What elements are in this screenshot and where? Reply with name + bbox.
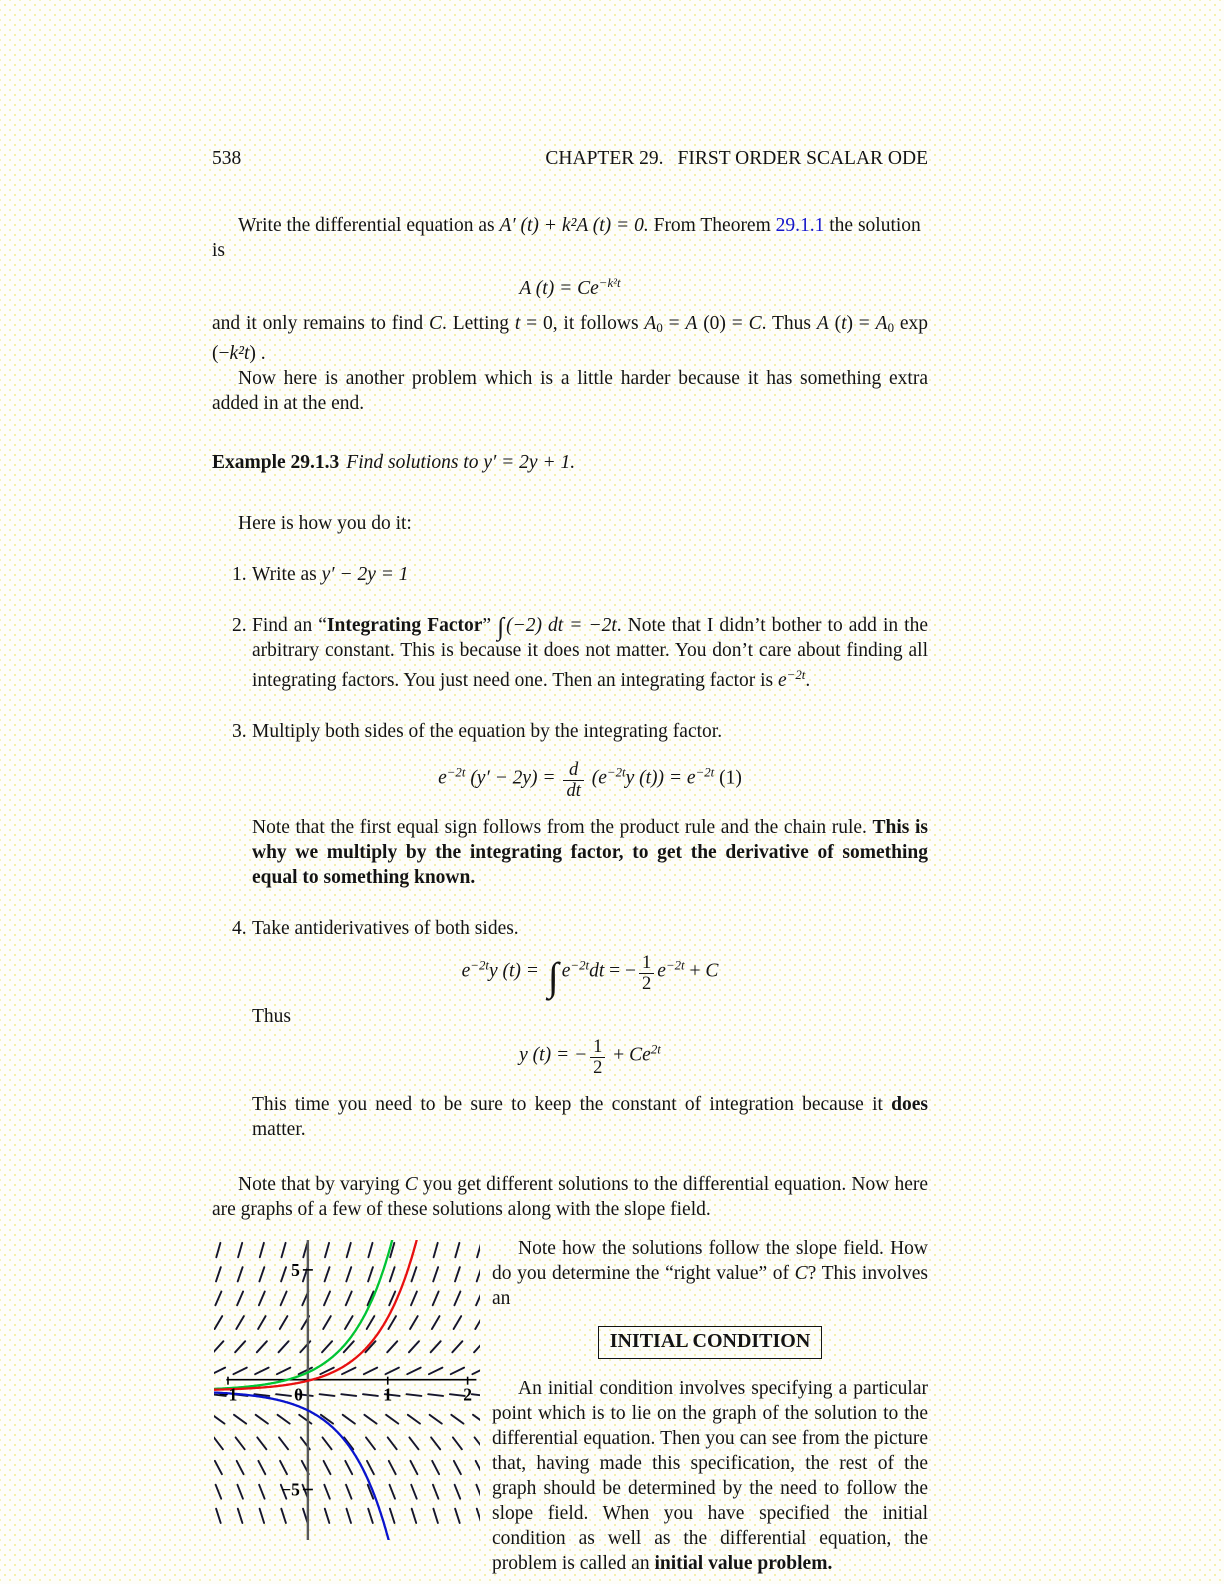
- slope-segment: [431, 1438, 440, 1450]
- text-segment: +: [608, 1044, 630, 1066]
- text-segment: −2t: [606, 765, 626, 780]
- fraction: [639, 953, 654, 994]
- slope-segment: [409, 1438, 418, 1450]
- text-segment: does: [891, 1094, 928, 1116]
- text-segment: Ce: [629, 1044, 651, 1066]
- slope-segment: [346, 1485, 352, 1499]
- slope-segment: [257, 1438, 266, 1450]
- text-segment: −2t: [786, 668, 806, 683]
- fraction-denominator: 2: [590, 1057, 605, 1078]
- slope-segment: [280, 1461, 287, 1474]
- text-segment: y′ − 2y = 1: [321, 564, 409, 586]
- slope-segment: [347, 1243, 351, 1257]
- slope-segment: [215, 1292, 221, 1306]
- text-segment: ? This involves an: [492, 1263, 928, 1310]
- slope-segment: [477, 1243, 480, 1257]
- slope-segment: [216, 1268, 221, 1282]
- list-item-body: [252, 916, 928, 941]
- text-segment: = −: [604, 960, 637, 982]
- text-segment: Note that by varying: [238, 1174, 405, 1196]
- ordered-list-item-4: [212, 916, 928, 1142]
- slope-segment: [237, 1461, 244, 1474]
- slope-segment: [472, 1395, 480, 1397]
- slope-segment: [233, 1368, 246, 1375]
- text-segment: This time you need to be sure to keep the constant of integration because it: [252, 1094, 892, 1116]
- slope-segment: [368, 1243, 372, 1257]
- slope-segment: [476, 1292, 480, 1306]
- slope-segment: [277, 1368, 290, 1375]
- list-number: 4.: [232, 918, 247, 940]
- slope-segment: [451, 1368, 464, 1375]
- slope-segment: [432, 1461, 439, 1474]
- initial-condition-box-wrap: [492, 1326, 928, 1359]
- text-segment: . Thus: [761, 313, 817, 335]
- text-segment: C: [705, 960, 719, 982]
- text-segment: e: [657, 960, 666, 982]
- paragraph-note-solutions: [492, 1236, 928, 1311]
- text-segment: .: [805, 670, 811, 692]
- slope-segment: [429, 1368, 443, 1375]
- slope-segment: [215, 1461, 222, 1474]
- text-segment: A′ (t) + k²A (t) = 0.: [499, 215, 649, 236]
- text-segment: ”: [482, 615, 498, 637]
- slope-segment: [238, 1509, 243, 1523]
- text-segment: −2t: [570, 958, 590, 973]
- text-segment: A: [875, 313, 888, 335]
- slope-segment: [454, 1461, 461, 1474]
- figure-row: [212, 1236, 928, 1576]
- slope-segment: [410, 1316, 418, 1329]
- list-number: 2.: [232, 615, 247, 637]
- fraction-denominator: 2: [639, 973, 654, 994]
- text-segment: t: [841, 313, 847, 335]
- figure-side-text: [492, 1236, 928, 1576]
- x-tick-label: −1: [218, 1385, 238, 1406]
- text-segment: t: [514, 313, 521, 335]
- text-segment: k²t: [229, 343, 250, 365]
- text-segment: Integrating Factor: [326, 615, 483, 637]
- slope-segment: [257, 1342, 267, 1353]
- text-segment: Here is how you do it:: [238, 513, 412, 535]
- slope-segment: [411, 1461, 418, 1474]
- slope-segment: [455, 1243, 459, 1257]
- list-item-note: [252, 815, 928, 890]
- slope-segment: [236, 1438, 245, 1450]
- slope-segment: [434, 1243, 438, 1257]
- slope-segment: [364, 1415, 376, 1424]
- fraction: [563, 760, 583, 801]
- slope-segment: [341, 1395, 356, 1397]
- slope-segment: [368, 1509, 373, 1523]
- slope-segment: [477, 1509, 480, 1523]
- slope-segment: [255, 1368, 269, 1375]
- text-segment: An initial condition involves specifying a particular point which is to lie on the graph of the solution to the differential equation. Then you can see from the picture that, having made this specification, the rest of the graph should be determined by the need to follow the slope field. When you have specified the initial condition as well as the differential equation, the problem is called an: [492, 1378, 928, 1575]
- list-item-note: [252, 1092, 928, 1142]
- slope-segment: [259, 1485, 265, 1499]
- text-segment: dt: [589, 960, 605, 982]
- text-segment: e: [598, 767, 607, 789]
- slope-segment: [475, 1316, 480, 1329]
- slope-segment: [433, 1268, 438, 1282]
- slope-segment: [454, 1292, 460, 1306]
- slope-segment: [235, 1342, 245, 1353]
- slope-segment: [411, 1485, 417, 1499]
- slope-segment: [214, 1415, 225, 1424]
- paragraph-initial-condition: [492, 1376, 928, 1576]
- slope-segment: [259, 1268, 264, 1282]
- slope-segment: [325, 1268, 330, 1282]
- slope-segment: [388, 1316, 396, 1329]
- slope-segment: [325, 1243, 329, 1257]
- ordered-list-item-1: [212, 562, 928, 587]
- slope-segment: [476, 1485, 480, 1499]
- slope-segment: [389, 1461, 396, 1474]
- slope-segment: [472, 1368, 480, 1375]
- slope-segment: [237, 1485, 243, 1499]
- text-segment: ) =: [846, 313, 876, 335]
- fraction: [590, 1037, 605, 1078]
- text-segment: Find an “: [252, 615, 327, 637]
- text-segment: is: [212, 240, 226, 261]
- fraction-numerator: d: [569, 759, 579, 781]
- text-segment: Write the differential equation as: [238, 215, 500, 236]
- slope-segment: [324, 1485, 330, 1499]
- text-segment: −2t: [695, 765, 715, 780]
- text-segment: e: [461, 960, 471, 982]
- text-segment: Write as: [252, 564, 322, 586]
- paragraph-find-C: [212, 311, 928, 366]
- list-number: 1.: [232, 564, 247, 586]
- slope-segment: [260, 1509, 265, 1523]
- text-segment: y (t) =: [488, 960, 544, 982]
- display-equation-general-solution: [252, 1037, 928, 1078]
- slope-segment: [238, 1243, 242, 1257]
- text-segment: A: [685, 313, 698, 335]
- slope-segment: [322, 1342, 332, 1353]
- text-segment: e: [778, 670, 787, 692]
- slope-segment: [216, 1485, 222, 1499]
- slope-segment: [411, 1292, 417, 1306]
- fraction-numerator: 1: [642, 952, 652, 974]
- list-item-body: [252, 719, 928, 744]
- slope-segment: [215, 1316, 223, 1329]
- slope-segment: [367, 1316, 375, 1329]
- slope-segment: [234, 1415, 246, 1424]
- slope-segment: [390, 1268, 395, 1282]
- slope-segment: [256, 1415, 268, 1424]
- slope-segment: [258, 1316, 266, 1329]
- slope-segment: [325, 1509, 330, 1523]
- ordered-list-item-3: [212, 719, 928, 890]
- initial-condition-box: INITIAL CONDITION: [598, 1326, 823, 1359]
- slope-segment: [433, 1485, 439, 1499]
- paragraph-intro-cont: [212, 238, 928, 263]
- chapter-title: FIRST ORDER SCALAR ODE: [677, 148, 928, 169]
- text-segment: Note how the solutions follow the slope field. How do you determine the “right value” of: [492, 1238, 928, 1285]
- integral-sign: ∫: [497, 613, 505, 642]
- slope-segment: [428, 1395, 443, 1397]
- slope-segment: [342, 1368, 356, 1375]
- slope-segment: [363, 1395, 378, 1397]
- text-segment: ) =: [657, 767, 687, 789]
- integral-sign: ∫: [547, 953, 559, 999]
- slope-segment: [345, 1316, 353, 1329]
- slope-segment: [346, 1292, 352, 1306]
- text-segment: (0) =: [697, 313, 749, 335]
- text-segment: −2t: [665, 958, 685, 973]
- text-segment: A: [816, 313, 829, 335]
- paragraph-intro: [212, 213, 928, 238]
- text-segment: −2t: [470, 958, 489, 973]
- text-segment: C: [748, 313, 762, 335]
- display-equation-antiderivative: [252, 952, 928, 999]
- text-segment: (: [828, 313, 842, 335]
- text-segment: y (t): [625, 767, 658, 789]
- slope-segment: [214, 1368, 225, 1375]
- paragraph-varying-C: [212, 1172, 928, 1222]
- x-tick-label: 1: [383, 1385, 393, 1406]
- slope-segment: [236, 1316, 244, 1329]
- slope-segment: [320, 1395, 335, 1397]
- text-segment: y (t) = −: [519, 1044, 588, 1066]
- slope-segment: [368, 1268, 373, 1282]
- page-number: 538: [212, 148, 242, 169]
- slope-segment: [412, 1509, 417, 1523]
- slope-segment: [455, 1268, 460, 1282]
- slope-segment: [346, 1268, 351, 1282]
- display-equation-integrating-factor: [252, 760, 928, 801]
- slope-segment: [455, 1509, 460, 1523]
- slope-segment: [430, 1415, 442, 1424]
- slope-segment: [388, 1438, 397, 1450]
- text-segment: +: [684, 960, 706, 982]
- text-segment: C: [404, 1174, 418, 1196]
- y-tick-label: 5: [291, 1260, 300, 1281]
- slope-segment: [407, 1395, 422, 1397]
- text-segment: Thus: [252, 1006, 291, 1028]
- fraction-denominator: dt: [563, 780, 583, 801]
- x-tick-label: 0: [294, 1385, 303, 1406]
- slope-segment: [477, 1268, 480, 1282]
- slope-segment: [474, 1342, 480, 1353]
- slope-segment: [278, 1415, 290, 1424]
- slope-segment: [260, 1243, 264, 1257]
- slope-segment: [367, 1461, 374, 1474]
- text-segment: (−2) dt = −2t: [506, 615, 617, 637]
- text-segment: . Letting: [441, 313, 515, 335]
- slope-segment: [386, 1415, 398, 1424]
- text-segment: (: [586, 767, 599, 789]
- text-segment: =: [662, 313, 686, 335]
- text-segment: C: [428, 313, 442, 335]
- slope-segment: [324, 1461, 331, 1474]
- display-equation-solution-A: [212, 271, 928, 301]
- slope-segment: [279, 1438, 288, 1450]
- text-segment: Multiply both sides of the equation by the integrating factor.: [252, 721, 723, 743]
- slope-segment: [366, 1438, 375, 1450]
- slope-segment: [237, 1292, 243, 1306]
- text-segment: A: [644, 313, 657, 335]
- text-segment: Now here is another problem which is a little harder because it has something extra added in at the end.: [212, 368, 928, 415]
- slope-segment: [387, 1342, 397, 1353]
- slope-segment: [343, 1415, 355, 1424]
- slope-segment: [280, 1316, 288, 1329]
- slope-segment: [433, 1509, 438, 1523]
- text-segment: 2t: [650, 1042, 661, 1057]
- slope-segment: [323, 1438, 332, 1450]
- slope-segment: [216, 1509, 221, 1523]
- slope-segment: [214, 1342, 223, 1353]
- slope-segment: [433, 1292, 439, 1306]
- slope-segment: [454, 1316, 462, 1329]
- slope-segment: [299, 1415, 311, 1424]
- list-item-body: [252, 562, 928, 587]
- chapter-label: CHAPTER 29.: [545, 148, 664, 169]
- text-segment: initial value problem.: [654, 1553, 833, 1575]
- text-segment: (1): [714, 767, 742, 789]
- slope-segment: [407, 1368, 421, 1375]
- slope-segment: [431, 1342, 441, 1353]
- fraction-numerator: 1: [593, 1036, 603, 1058]
- slope-segment: [451, 1415, 463, 1424]
- slope-field-plot: [214, 1240, 480, 1540]
- slope-segment: [390, 1485, 396, 1499]
- slope-segment: [276, 1395, 291, 1397]
- text-segment: the solution: [824, 215, 921, 236]
- paragraph-howto: [212, 511, 928, 536]
- slope-segment: [216, 1243, 220, 1257]
- chapter-heading: [545, 146, 928, 171]
- text-segment: e: [686, 767, 696, 789]
- slope-segment: [347, 1509, 352, 1523]
- slope-segment: [455, 1485, 461, 1499]
- text-segment: Note that the first equal sign follows from the product rule and the chain rule.: [252, 817, 873, 839]
- text-segment: and it only remains to find: [212, 313, 429, 335]
- slope-segment: [390, 1509, 395, 1523]
- slope-segment: [282, 1243, 286, 1257]
- slope-segment: [324, 1292, 330, 1306]
- paragraph-another-problem: [212, 366, 928, 416]
- slope-segment: [281, 1268, 286, 1282]
- slope-segment: [345, 1461, 352, 1474]
- y-tick-label: −5: [281, 1479, 300, 1500]
- slope-segment: [408, 1415, 420, 1424]
- text-segment: C: [794, 1263, 808, 1285]
- text-segment: Take antiderivatives of both sides.: [252, 918, 519, 940]
- text-segment: A (t) = Ce: [519, 278, 599, 300]
- text-segment: = 0, it follows: [520, 313, 645, 335]
- slope-segment: [279, 1342, 289, 1353]
- text-segment: Find solutions to y′ = 2y + 1.: [346, 452, 576, 474]
- slope-segment: [476, 1461, 480, 1474]
- slope-segment: [432, 1316, 440, 1329]
- page-header: [212, 146, 928, 171]
- text-segment: −k²t: [598, 276, 621, 290]
- x-tick-label: 2: [463, 1385, 472, 1406]
- text-segment: Example 29.1.3: [212, 452, 340, 474]
- text-segment: e: [438, 767, 447, 789]
- text-segment: . Note that I didn’t bother to add in the arbitrary constant. This is because it does not matter. You don’t care about finding all integrating factors. You just need one. Then an integrating factor is: [252, 615, 928, 692]
- text-segment: (y′ − 2y) =: [465, 767, 561, 789]
- slope-segment: [453, 1438, 462, 1450]
- slope-segment: [364, 1368, 377, 1375]
- slope-segment: [386, 1368, 399, 1375]
- list-item-thus: [252, 1004, 928, 1029]
- slope-segment: [238, 1268, 243, 1282]
- text-segment: 0: [887, 321, 895, 336]
- text-segment: you get different solutions to the differential equation. Now here are graphs of a few of these solutions along with the slope field.: [212, 1174, 928, 1221]
- text-segment: 0: [656, 321, 663, 336]
- ordered-list-item-2: [212, 613, 928, 693]
- slope-segment: [281, 1292, 287, 1306]
- slope-segment: [258, 1461, 265, 1474]
- list-item-body: [252, 613, 928, 693]
- slope-segment: [214, 1438, 223, 1450]
- slope-segment: [475, 1438, 480, 1450]
- list-number: 3.: [232, 721, 247, 743]
- solution-curve: [214, 1240, 394, 1389]
- page: [212, 0, 928, 1576]
- slope-segment: [323, 1316, 331, 1329]
- text-segment: ) .: [249, 343, 266, 365]
- slope-segment: [259, 1292, 265, 1306]
- slope-segment: [409, 1342, 419, 1353]
- example-heading: [212, 450, 928, 475]
- text-segment: This is why we multiply by the integrating factor, to get the derivative of something equal to something known.: [252, 817, 928, 889]
- slope-segment: [412, 1268, 417, 1282]
- text-segment: −2t: [446, 765, 466, 780]
- text-segment: e: [561, 960, 571, 982]
- text-segment: matter.: [252, 1119, 306, 1141]
- text-segment: exp (−: [212, 313, 929, 365]
- slope-segment: [281, 1509, 286, 1523]
- theorem-link[interactable]: 29.1.1: [775, 215, 825, 236]
- slope-segment: [473, 1415, 480, 1424]
- slope-segment: [452, 1342, 462, 1353]
- text-segment: From Theorem: [648, 215, 776, 236]
